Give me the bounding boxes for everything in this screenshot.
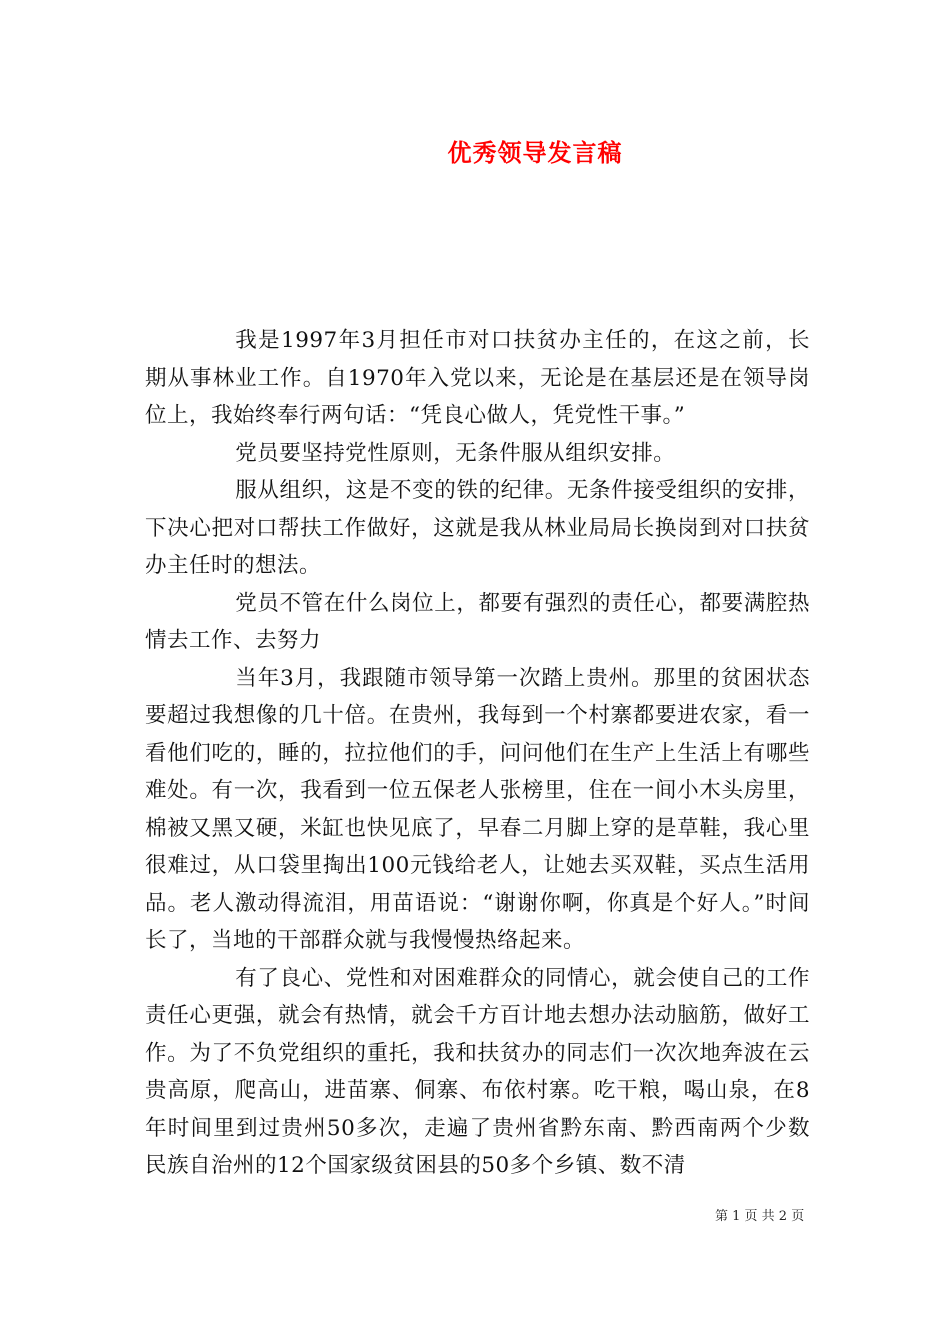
paragraph: 我是1997年3月担任市对口扶贫办主任的，在这之前，长期从事林业工作。自1970年入党以来，无论是在基层还是在领导岗位上，我始终奉行两句话：“凭良心做人，凭党性干事。” bbox=[145, 328, 810, 428]
paragraph: 当年3月，我跟随市领导第一次踏上贵州。那里的贫困状态要超过我想像的几十倍。在贵州，我每到一个村寨都要进农家，看一看他们吃的，睡的，拉拉他们的手，问问他们在生产上生活上有哪些难处。有一次，我看到一位五保老人张榜里，住在一间小木头房里，棉被又黑又硬，米缸也快见底了，早春二月脚上穿的是草鞋，我心里很难过，从口袋里掏出100元钱给老人，让她去买双鞋，买点生活用品。老人激动得流泪，用苗语说：“谢谢你啊，你真是个好人。”时间长了，当地的干部群众就与我慢慢热络起来。 bbox=[145, 665, 810, 953]
paragraph: 党员不管在什么岗位上，都要有强烈的责任心，都要满腔热情去工作、去努力 bbox=[145, 590, 810, 653]
paragraph: 党员要坚持党性原则，无条件服从组织安排。 bbox=[235, 440, 676, 466]
paragraph: 服从组织，这是不变的铁的纪律。无条件接受组织的安排，下决心把对口帮扶工作做好，这就是我从林业局局长换岗到对口扶贫办主任时的想法。 bbox=[145, 478, 810, 578]
page-number-footer: 第 1 页 共 2 页 bbox=[715, 1209, 805, 1224]
page-title: 优秀领导发言稿 bbox=[447, 138, 623, 167]
paragraph: 有了良心、党性和对困难群众的同情心，就会使自己的工作责任心更强，就会有热情，就会千方百计地去想办法动脑筋，做好工作。为了不负党组织的重托，我和扶贫办的同志们一次次地奔波在云贵高原，爬高山，进苗寨、侗寨、布依村寨。吃干粮，喝山泉，在8年时间里到过贵州50多次，走遍了贵州省黔东南、黔西南两个少数民族自治州的12个国家级贫困县的50多个乡镇、数不清 bbox=[145, 965, 810, 1178]
document-body bbox=[145, 322, 810, 1185]
